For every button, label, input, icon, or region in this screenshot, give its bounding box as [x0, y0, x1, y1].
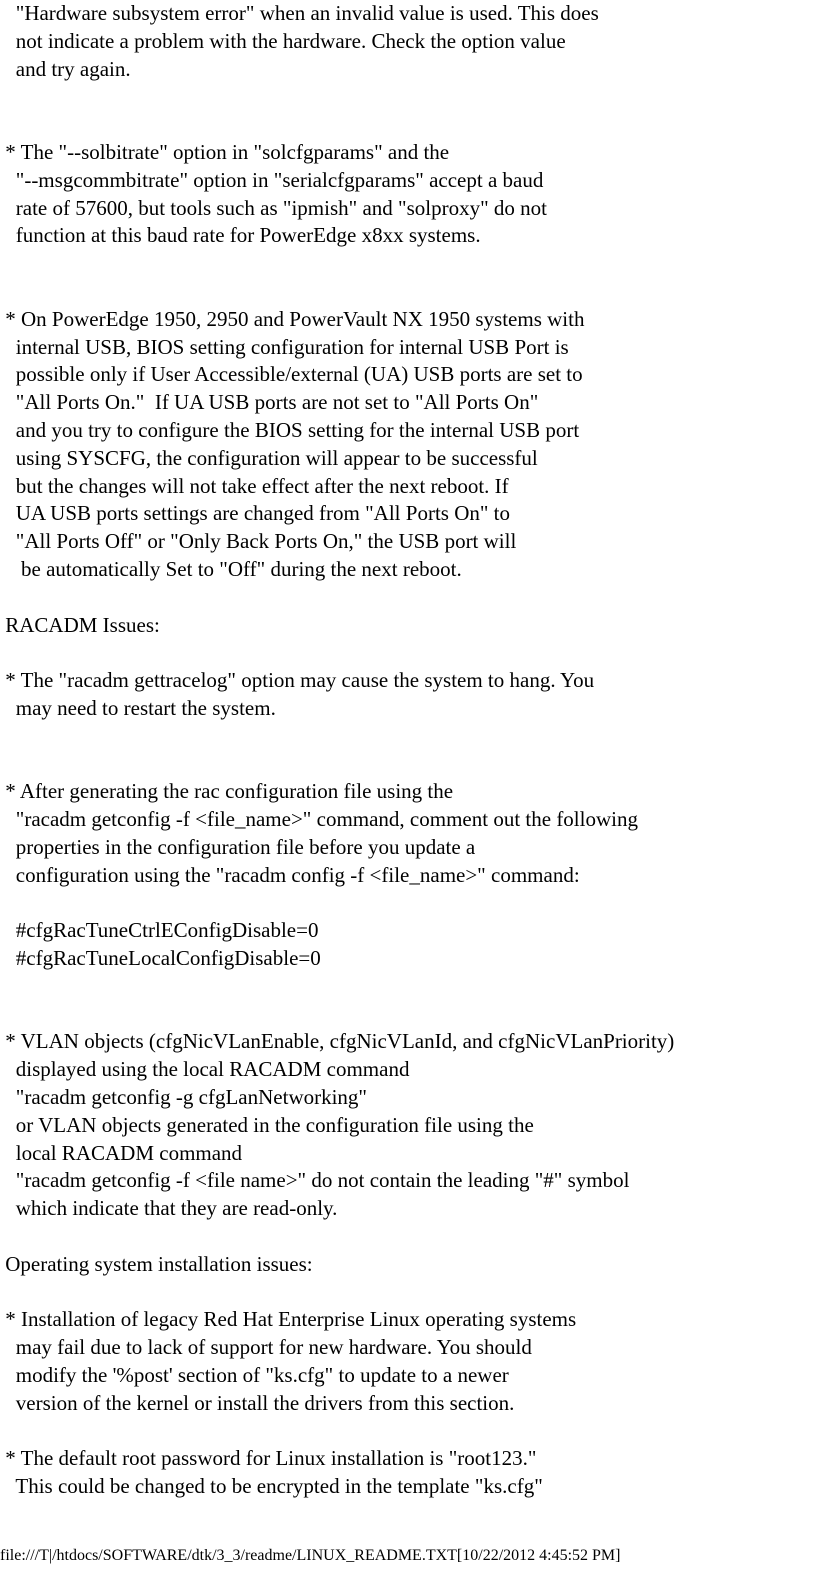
readme-line: [0, 1279, 674, 1307]
readme-line: "All Ports On." If UA USB ports are not set to "All Ports On": [0, 390, 539, 415]
readme-line: * The "racadm gettracelog" option may cause the system to hang. You: [0, 668, 595, 693]
readme-line: * VLAN objects (cfgNicVLanEnable, cfgNicVLanId, and cfgNicVLanPriority): [0, 1029, 675, 1054]
readme-line: [0, 639, 674, 667]
readme-line: [0, 723, 674, 751]
readme-line: displayed using the local RACADM command: [0, 1057, 410, 1082]
readme-line: * After generating the rac configuration file using the: [0, 779, 454, 804]
readme-line: [0, 1001, 674, 1029]
readme-line: UA USB ports settings are changed from "All Ports On" to: [0, 501, 511, 526]
readme-line: "racadm getconfig -g cfgLanNetworking": [0, 1085, 368, 1110]
readme-line: Operating system installation issues:: [0, 1251, 313, 1276]
readme-line: [0, 973, 674, 1001]
readme-line: [0, 1418, 674, 1446]
readme-line: * The "--solbitrate" option in "solcfgparams" and the: [0, 139, 450, 164]
readme-line: "Hardware subsystem error" when an invalid value is used. This does: [0, 1, 599, 25]
readme-line: configuration using the "racadm config -f <file_name>" command:: [0, 862, 580, 887]
readme-line: possible only if User Accessible/external (UA) USB ports are set to: [0, 362, 583, 387]
readme-line: function at this baud rate for PowerEdge x8xx systems.: [0, 223, 481, 248]
readme-line: This could be changed to be encrypted in the template "ks.cfg": [0, 1474, 543, 1499]
readme-line: #cfgRacTuneLocalConfigDisable=0: [0, 946, 321, 971]
readme-line: be automatically Set to "Off" during the next reboot.: [0, 556, 462, 581]
readme-line: [0, 751, 674, 779]
readme-line: [0, 890, 674, 918]
readme-line: may fail due to lack of support for new hardware. You should: [0, 1335, 532, 1360]
readme-line: may need to restart the system.: [0, 695, 276, 720]
readme-line: using SYSCFG, the configuration will appear to be successful: [0, 445, 538, 470]
readme-line: [0, 1223, 674, 1251]
print-footer-url: file:///T|/htdocs/SOFTWARE/dtk/3_3/readme/LINUX_README.TXT[10/22/2012 4:45:52 PM]: [0, 1547, 621, 1564]
readme-line: local RACADM command: [0, 1140, 243, 1165]
readme-line: and you try to configure the BIOS setting for the internal USB port: [0, 417, 580, 442]
readme-line: "All Ports Off" or "Only Back Ports On," the USB port will: [0, 529, 517, 554]
readme-line: * On PowerEdge 1950, 2950 and PowerVault NX 1950 systems with: [0, 306, 585, 331]
readme-line: "racadm getconfig -f <file_name>" command, comment out the following: [0, 807, 638, 832]
readme-line: not indicate a problem with the hardware. Check the option value: [0, 28, 566, 53]
readme-line: [0, 278, 674, 306]
readme-line: version of the kernel or install the drivers from this section.: [0, 1390, 515, 1415]
readme-line: "--msgcommbitrate" option in "serialcfgparams" accept a baud: [0, 167, 544, 192]
readme-line: [0, 83, 674, 111]
readme-line: or VLAN objects generated in the configuration file using the: [0, 1112, 534, 1137]
readme-line: internal USB, BIOS setting configuration for internal USB Port is: [0, 334, 569, 359]
readme-line: [0, 250, 674, 278]
readme-line: but the changes will not take effect after the next reboot. If: [0, 473, 509, 498]
readme-line: * The default root password for Linux installation is "root123.": [0, 1446, 537, 1471]
readme-line: #cfgRacTuneCtrlEConfigDisable=0: [0, 918, 319, 943]
readme-line: rate of 57600, but tools such as "ipmish" and "solproxy" do not: [0, 195, 547, 220]
readme-line: * Installation of legacy Red Hat Enterprise Linux operating systems: [0, 1307, 577, 1332]
readme-line: which indicate that they are read-only.: [0, 1196, 338, 1221]
readme-line: [0, 584, 674, 612]
readme-line: [0, 111, 674, 139]
readme-line: properties in the configuration file before you update a: [0, 834, 476, 859]
readme-line: RACADM Issues:: [0, 612, 160, 637]
readme-line: and try again.: [0, 56, 131, 81]
readme-line: "racadm getconfig -f <file name>" do not contain the leading "#" symbol: [0, 1168, 630, 1193]
readme-line: modify the '%post' section of "ks.cfg" to update to a newer: [0, 1363, 509, 1388]
